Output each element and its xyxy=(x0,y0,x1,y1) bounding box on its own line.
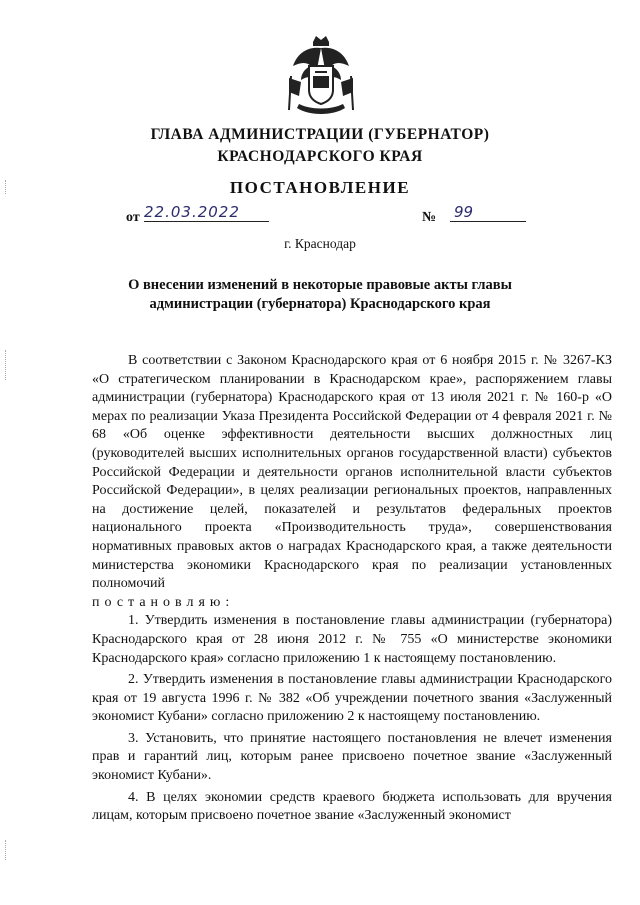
body-paragraph: 1. Утвердить изменения в постановление главы администрации (губернатора) Краснодарского края от 28 июня 2012 г. № 755 «О министерстве экономики Краснодарского края» согласно приложению 1 к настоящему постановлению. xyxy=(92,613,612,666)
document-date: 22.03.2022 xyxy=(144,203,269,222)
body-paragraph: В соответствии с Законом Краснодарского края от 6 ноября 2015 г. № 3267-КЗ «О стратегическом планировании в Краснодарском крае», распоряжением главы администрации (губернатора) Краснодарского края от 13 июля 2021 г. № 160-р «О мерах по реализации Указа Президента Российской Федерации от 4 февраля 2021 г. № 68 «Об оценке эффективности деятельности высших должностных лиц (руководителей высших исполнительных органов государственной власти) субъектов Российской Федерации и деятельности органов исполнительной власти субъектов Российской Федерации», в целях реализации региональных проектов, направленных на достижение целей, показателей и результатов федеральных проектов национального проекта «Производительность труда», совершенствования нормативных правовых актов о наградах Краснодарского края, а также деятельности министерства экономики Краснодарского края по реализации установленных полномочий xyxy=(92,353,612,592)
header-line-2: КРАСНОДАРСКОГО КРАЯ xyxy=(217,148,423,165)
header-line-1: ГЛАВА АДМИНИСТРАЦИИ (ГУБЕРНАТОР) xyxy=(150,126,490,143)
document-number: 99 xyxy=(450,203,526,222)
body-paragraph: 4. В целях экономии средств краевого бюджета использовать для вручения лицам, которым присвоено почетное звание «Заслуженный экономист xyxy=(92,789,612,824)
document-body xyxy=(92,352,612,826)
document-subject: О внесении изменений в некоторые правовые акты главы администрации (губернатора) Краснодарского края xyxy=(128,277,512,312)
scan-margin-mark xyxy=(5,840,8,860)
scan-margin-mark xyxy=(5,180,8,194)
body-paragraph: 3. Установить, что принятие настоящего постановления не влечет изменения прав и гарантий лиц, которым ранее присвоено почетное звание «Заслуженный экономист Кубани». xyxy=(92,730,612,784)
body-paragraph: 2. Утвердить изменения в постановление главы администрации Краснодарского края от 19 августа 1996 г. № 382 «Об учреждении почетного звания «Заслуженный экономист Кубани» согласно приложению 2 к настоящему постановлению. xyxy=(92,672,612,725)
resolution-word: постановляю: xyxy=(92,594,235,610)
scan-margin-mark xyxy=(5,350,8,380)
date-prefix: от xyxy=(126,210,140,225)
number-prefix: № xyxy=(422,210,437,225)
document-type-title: ПОСТАНОВЛЕНИЕ xyxy=(229,178,411,197)
city-label: г. Краснодар xyxy=(284,236,356,251)
coat-of-arms-emblem xyxy=(285,36,357,118)
